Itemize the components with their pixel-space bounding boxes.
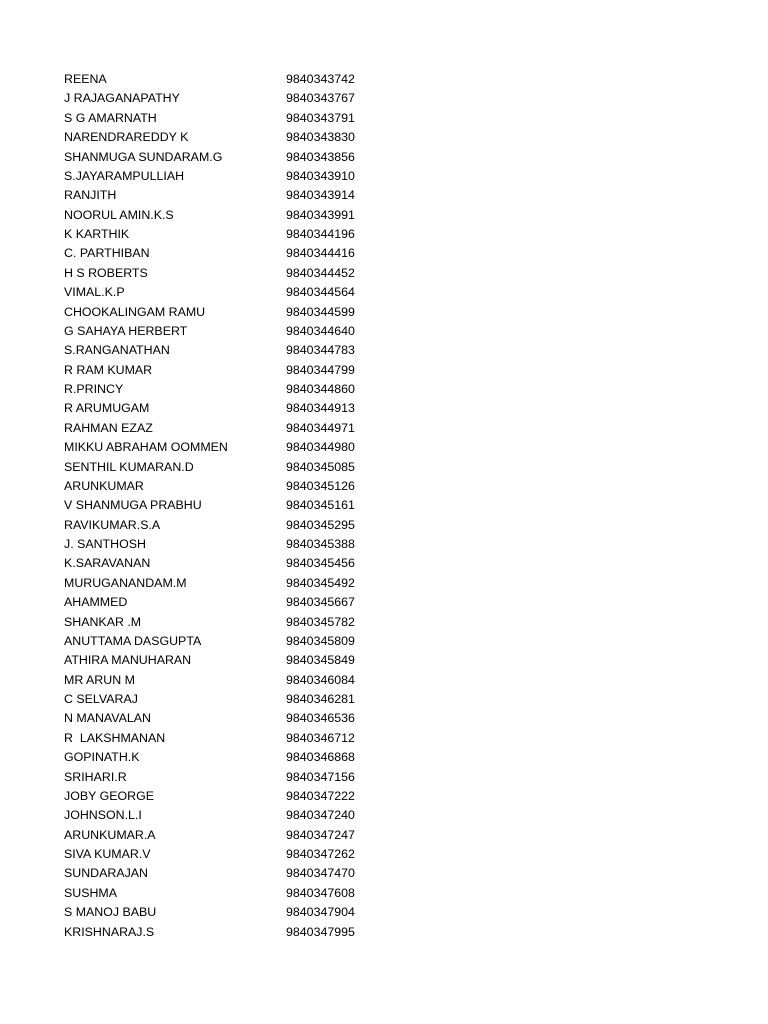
contact-row xyxy=(64,884,384,903)
contact-phone: 9840345456 xyxy=(286,556,355,571)
contact-row xyxy=(64,864,384,883)
contact-phone: 9840344640 xyxy=(286,323,355,338)
contact-name: MURUGANANDAM.M xyxy=(64,575,187,590)
contact-phone: 9840344971 xyxy=(286,420,355,435)
contact-list xyxy=(64,70,384,942)
contact-row xyxy=(64,554,384,573)
contact-phone: 9840347995 xyxy=(286,924,355,939)
contact-name: RAHMAN EZAZ xyxy=(64,420,153,435)
contact-phone: 9840343991 xyxy=(286,207,355,222)
contact-row xyxy=(64,70,384,89)
contact-name: VIMAL.K.P xyxy=(64,285,125,300)
contact-phone: 9840345295 xyxy=(286,517,355,532)
contact-phone: 9840343791 xyxy=(286,110,355,125)
contact-phone: 9840345667 xyxy=(286,595,355,610)
contact-phone: 9840347247 xyxy=(286,827,355,842)
contact-name: R ARUMUGAM xyxy=(64,401,150,416)
contact-name: V SHANMUGA PRABHU xyxy=(64,498,202,513)
contact-name: SRIHARI.R xyxy=(64,769,127,784)
contact-phone: 9840344452 xyxy=(286,265,355,280)
contact-phone: 9840345809 xyxy=(286,633,355,648)
contact-row xyxy=(64,671,384,690)
contact-name: SUNDARAJAN xyxy=(64,866,148,881)
contact-phone: 9840347240 xyxy=(286,808,355,823)
contact-row xyxy=(64,128,384,147)
contact-name: R LAKSHMANAN xyxy=(64,730,166,745)
contact-name: NOORUL AMIN.K.S xyxy=(64,207,174,222)
contact-phone: 9840343910 xyxy=(286,168,355,183)
contact-phone: 9840345085 xyxy=(286,459,355,474)
contact-row xyxy=(64,516,384,535)
contact-name: AHAMMED xyxy=(64,595,128,610)
contact-row xyxy=(64,923,384,942)
contact-name: ANUTTAMA DASGUPTA xyxy=(64,633,202,648)
contact-name: RANJITH xyxy=(64,188,117,203)
contact-row xyxy=(64,186,384,205)
contact-phone: 9840343856 xyxy=(286,149,355,164)
contact-name: J RAJAGANAPATHY xyxy=(64,91,180,106)
contact-name: SHANMUGA SUNDARAM.G xyxy=(64,149,223,164)
contact-name: SUSHMA xyxy=(64,885,118,900)
contact-name: JOBY GEORGE xyxy=(64,788,154,803)
contact-phone: 9840344599 xyxy=(286,304,355,319)
contact-phone: 9840345388 xyxy=(286,537,355,551)
contact-row xyxy=(64,806,384,825)
contact-row xyxy=(64,768,384,787)
contact-name: JOHNSON.L.I xyxy=(64,808,142,823)
contact-phone: 9840346084 xyxy=(286,672,355,687)
contact-name: H S ROBERTS xyxy=(64,265,148,280)
contact-name: J. SANTHOSH xyxy=(64,537,146,551)
contact-phone: 9840344564 xyxy=(286,285,355,300)
contact-name: C SELVARAJ xyxy=(64,692,138,706)
contact-row xyxy=(64,458,384,477)
contact-name: CHOOKALINGAM RAMU xyxy=(64,304,206,319)
contact-phone: 9840346536 xyxy=(286,711,355,726)
contact-phone: 9840344860 xyxy=(286,382,355,396)
contact-name: S.JAYARAMPULLIAH xyxy=(64,168,185,183)
contact-name: GOPINATH.K xyxy=(64,750,140,765)
contact-name: K.SARAVANAN xyxy=(64,556,151,571)
contact-row xyxy=(64,438,384,457)
contact-row xyxy=(64,361,384,380)
contact-row xyxy=(64,787,384,806)
contact-name: ATHIRA MANUHARAN xyxy=(64,653,192,668)
contact-phone: 9840343742 xyxy=(286,72,355,86)
contact-phone: 9840343767 xyxy=(286,91,355,106)
contact-row xyxy=(64,89,384,108)
contact-row xyxy=(64,690,384,709)
contact-name: N MANAVALAN xyxy=(64,711,151,726)
contact-row xyxy=(64,632,384,651)
contact-row xyxy=(64,264,384,283)
contact-row xyxy=(64,322,384,341)
contact-phone: 9840347222 xyxy=(286,788,355,803)
contact-phone: 9840344196 xyxy=(286,227,355,241)
contact-phone: 9840344980 xyxy=(286,440,355,455)
contact-phone: 9840344783 xyxy=(286,343,355,358)
contact-row xyxy=(64,283,384,302)
contact-row xyxy=(64,244,384,263)
contact-name: MR ARUN M xyxy=(64,672,135,687)
contact-row xyxy=(64,380,384,399)
contact-name: R.PRINCY xyxy=(64,382,124,396)
contact-name: C. PARTHIBAN xyxy=(64,246,150,261)
contact-phone: 9840343914 xyxy=(286,188,355,203)
contact-row xyxy=(64,709,384,728)
contact-row xyxy=(64,419,384,438)
contact-phone: 9840344799 xyxy=(286,362,355,377)
contact-phone: 9840344913 xyxy=(286,401,355,416)
contact-name: RAVIKUMAR.S.A xyxy=(64,517,161,532)
contact-name: R RAM KUMAR xyxy=(64,362,153,377)
contact-row xyxy=(64,109,384,128)
contact-row xyxy=(64,225,384,244)
contact-row xyxy=(64,651,384,670)
contact-row xyxy=(64,167,384,186)
contact-row xyxy=(64,148,384,167)
contact-phone: 9840347262 xyxy=(286,847,355,861)
contact-phone: 9840346712 xyxy=(286,730,355,745)
contact-phone: 9840346281 xyxy=(286,692,355,706)
contact-row xyxy=(64,613,384,632)
contact-phone: 9840344416 xyxy=(286,246,355,261)
contact-row xyxy=(64,748,384,767)
contact-phone: 9840346868 xyxy=(286,750,355,765)
contact-name: KRISHNARAJ.S xyxy=(64,924,155,939)
contact-row xyxy=(64,496,384,515)
contact-phone: 9840345849 xyxy=(286,653,355,668)
contact-row xyxy=(64,303,384,322)
contact-name: MIKKU ABRAHAM OOMMEN xyxy=(64,440,228,455)
contact-phone: 9840345126 xyxy=(286,478,355,493)
contact-name: ARUNKUMAR.A xyxy=(64,827,156,842)
contact-row xyxy=(64,729,384,748)
contact-phone: 9840345782 xyxy=(286,614,355,629)
contact-name: G SAHAYA HERBERT xyxy=(64,323,188,338)
contact-name: K KARTHIK xyxy=(64,227,130,241)
contact-name: S G AMARNATH xyxy=(64,110,157,125)
contact-name: SENTHIL KUMARAN.D xyxy=(64,459,194,474)
contact-row xyxy=(64,341,384,360)
contact-phone: 9840345492 xyxy=(286,575,355,590)
contact-name: SIVA KUMAR.V xyxy=(64,847,151,861)
contact-phone: 9840343830 xyxy=(286,130,355,145)
contact-name: SHANKAR .M xyxy=(64,614,142,629)
contact-phone: 9840347904 xyxy=(286,905,355,920)
contact-row xyxy=(64,206,384,225)
contact-row xyxy=(64,574,384,593)
contact-row xyxy=(64,903,384,922)
contact-row xyxy=(64,399,384,418)
contact-name: S.RANGANATHAN xyxy=(64,343,170,358)
contact-name: S MANOJ BABU xyxy=(64,905,157,920)
contact-row xyxy=(64,826,384,845)
contact-name: REENA xyxy=(64,72,107,86)
contact-row xyxy=(64,593,384,612)
contact-row xyxy=(64,845,384,864)
contact-name: ARUNKUMAR xyxy=(64,478,144,493)
contact-phone: 9840347156 xyxy=(286,769,355,784)
contact-row xyxy=(64,535,384,554)
contact-name: NARENDRAREDDY K xyxy=(64,130,189,145)
contact-row xyxy=(64,477,384,496)
contact-phone: 9840347608 xyxy=(286,885,355,900)
contact-phone: 9840347470 xyxy=(286,866,355,881)
contact-phone: 9840345161 xyxy=(286,498,355,513)
